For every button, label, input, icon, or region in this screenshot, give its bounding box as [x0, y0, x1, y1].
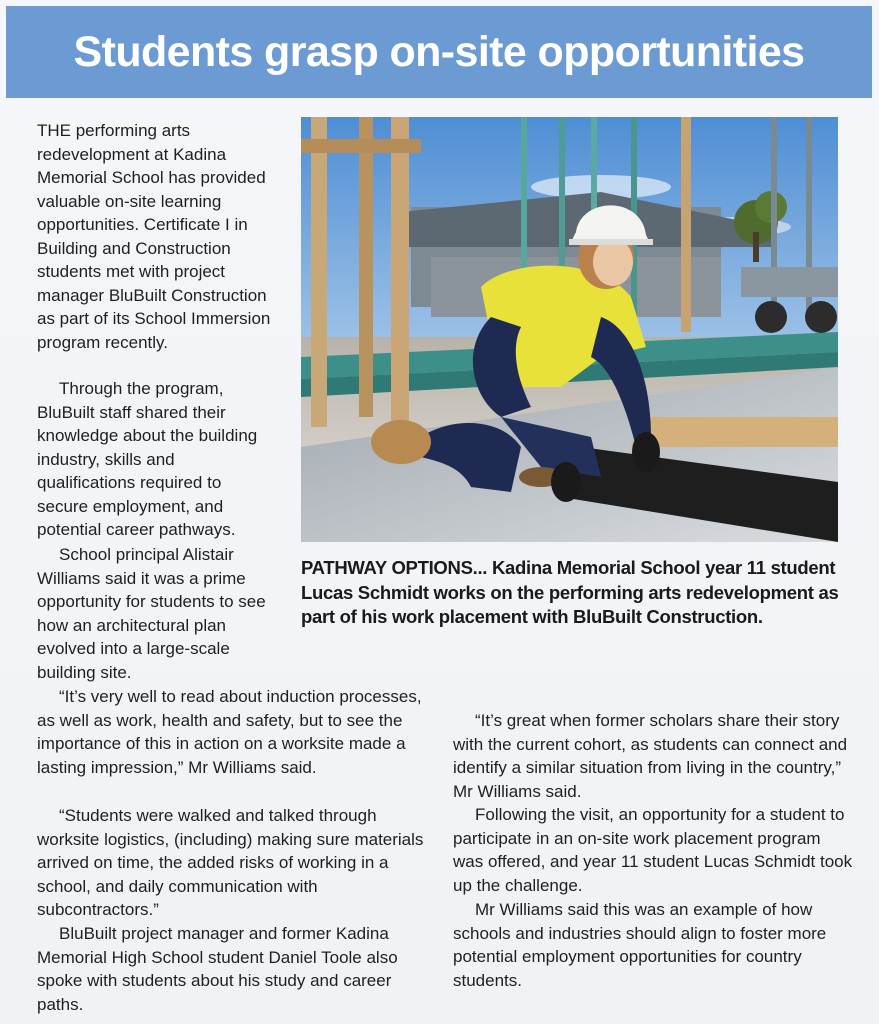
- article-paragraph-2: Through the program, BluBuilt staff shared their knowledge about the building industry, skills and qualifications required to secure employment, and potential career pathways.: [37, 379, 258, 539]
- article-paragraph-4: “It’s very well to read about induction processes, as well as work, health and safety, but to see the importance of this in action on a worksite made a lasting impression,” Mr Williams said.: [37, 687, 422, 777]
- headline: Students grasp on-site opportunities: [73, 28, 805, 76]
- headline-banner: [6, 6, 872, 98]
- article-paragraph-9: Mr Williams said this was an example of how schools and industries should align to foster more potential employment opportunities for country students.: [453, 900, 827, 990]
- article-paragraph-8: Following the visit, an opportunity for a student to participate in an on-site work placement program was offered, and year 11 student Lucas Schmidt took up the challenge.: [453, 805, 853, 895]
- article-paragraph-6: BluBuilt project manager and former Kadina Memorial High School student Daniel Toole also spoke with students about his study and career paths.: [37, 924, 398, 1014]
- article-paragraph-5: “Students were walked and talked through worksite logistics, (including) making sure materials arrived on time, the added risks of working in a school, and daily communication with subcontractors.”: [37, 806, 424, 919]
- article-paragraph-7: “It’s great when former scholars share their story with the current cohort, as students can connect and identify a similar situation from living in the country,” Mr Williams said.: [453, 711, 848, 801]
- article-paragraph-3: School principal Alistair Williams said it was a prime opportunity for students to see how an architectural plan evolved into a large-scale building site.: [37, 545, 266, 682]
- photo-caption: PATHWAY OPTIONS... Kadina Memorial School year 11 student Lucas Schmidt works on the performing arts redevelopment as part of his work placement with BluBuilt Construction.: [301, 557, 839, 627]
- article-paragraph-1: THE performing arts redevelopment at Kadina Memorial School has provided valuable on-site learning opportunities. Certificate I in Building and Construction students met with project manager BluBuilt Construction as part of its School Immersion program recently.: [37, 121, 271, 352]
- article-photo: [301, 117, 838, 542]
